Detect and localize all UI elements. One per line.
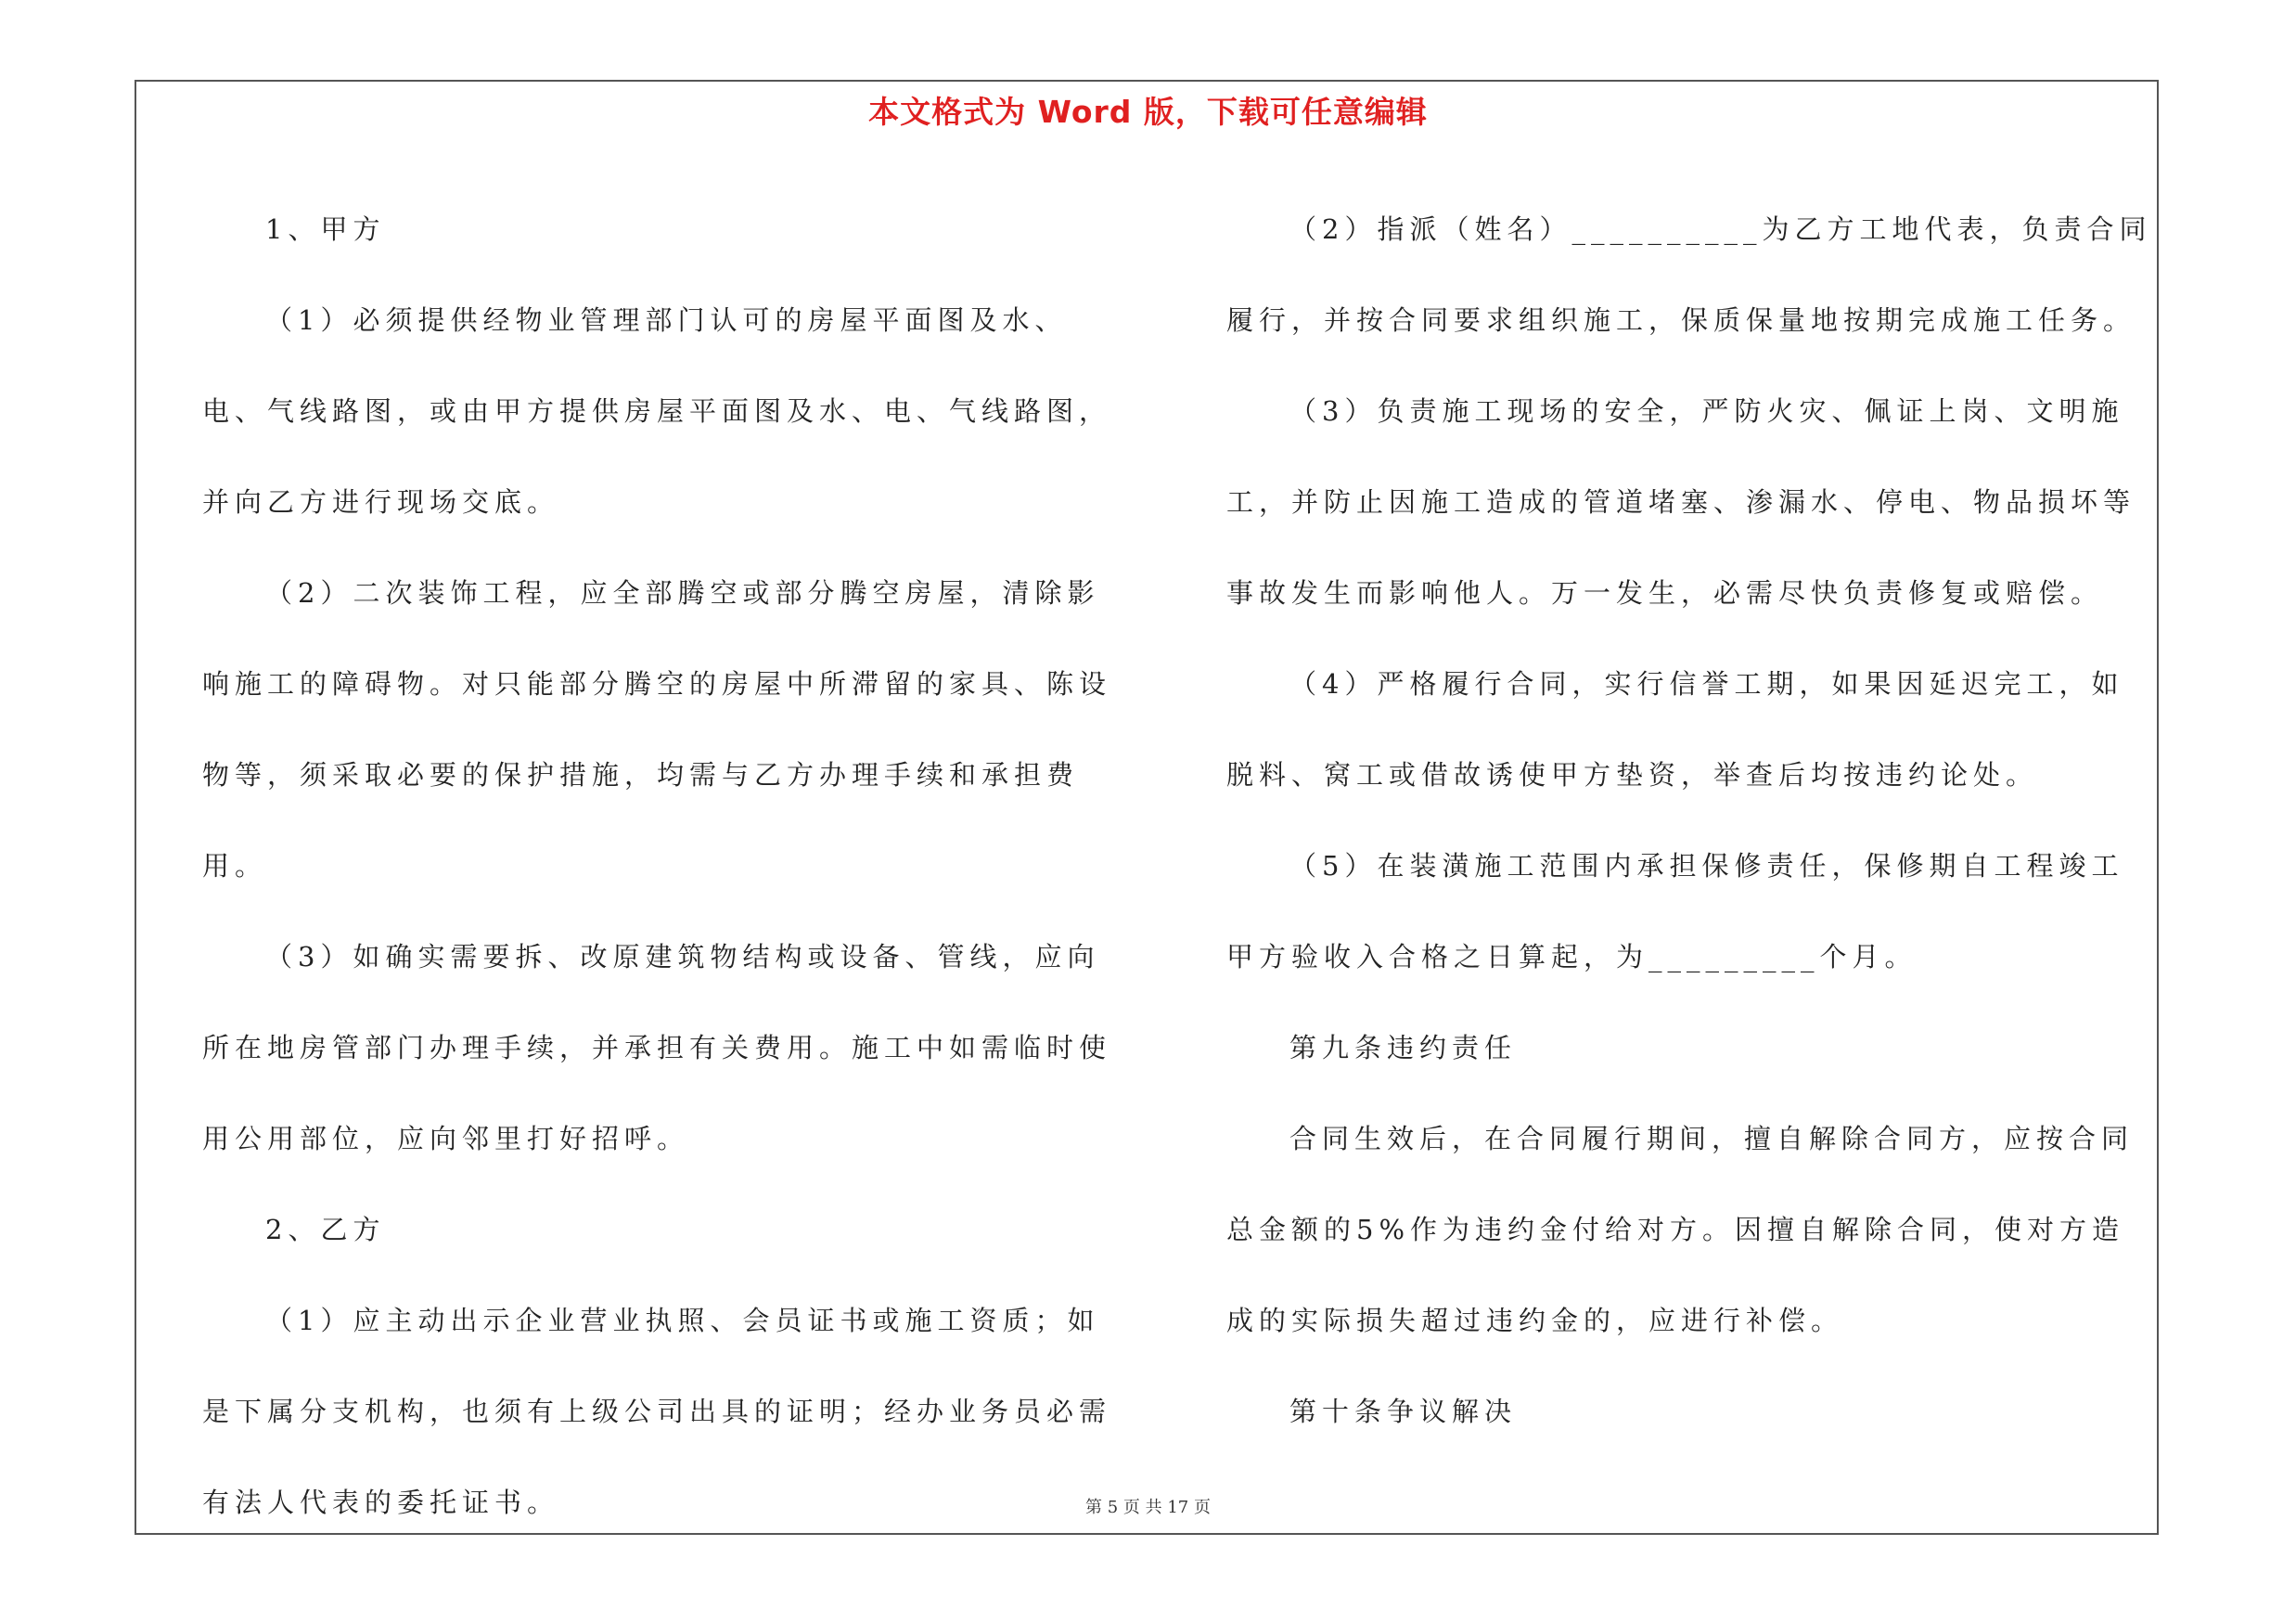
party-b-clause-5: （5）在装潢施工范围内承担保修责任，保修期自工程竣工甲方验收入合格之日算起，为_________个月。 — [1226, 850, 2124, 973]
article-10-heading: 第十条争议解决 — [1289, 1396, 1518, 1427]
party-b-clause-1: （1）应主动出示企业营业执照、会员证书或施工资质；如是下属分支机构，也须有上级公司出具的证明；经办业务员必需有法人代表的委托证书。 — [202, 1305, 1112, 1518]
party-b-clause-4: （4）严格履行合同，实行信誉工期，如果因延迟完工，如脱料、窝工或借故诱使甲方垫资，举查后均按违约论处。 — [1226, 668, 2124, 791]
party-a-clause-2: （2）二次装饰工程，应全部腾空或部分腾空房屋，清除影响施工的障碍物。对只能部分腾空的房屋中所滞留的家具、陈设物等，须采取必要的保护措施，均需与乙方办理手续和承担费用。 — [202, 577, 1112, 882]
right-column — [1226, 184, 2154, 1457]
party-b-clause-2: （2）指派（姓名）__________为乙方工地代表，负责合同履行，并按合同要求组织施工，保质保量地按期完成施工任务。 — [1226, 213, 2152, 336]
page-number: 第 5 页 共 17 页 — [1085, 1498, 1211, 1517]
party-b-clause-3: （3）负责施工现场的安全，严防火灾、佩证上岗、文明施工，并防止因施工造成的管道堵塞、渗漏水、停电、物品损坏等事故发生而影响他人。万一发生，必需尽快负责修复或赔偿。 — [1226, 395, 2136, 609]
left-column — [202, 184, 1130, 1548]
party-a-clause-1: （1）必须提供经物业管理部门认可的房屋平面图及水、电、气线路图，或由甲方提供房屋平面图及水、电、气线路图，并向乙方进行现场交底。 — [202, 304, 1112, 518]
party-a-clause-3: （3）如确实需要拆、改原建筑物结构或设备、管线，应向所在地房管部门办理手续，并承担有关费用。施工中如需临时使用公用部位，应向邻里打好招呼。 — [202, 941, 1112, 1154]
section-party-a-heading: 1、甲方 — [265, 213, 386, 245]
article-9-heading: 第九条违约责任 — [1289, 1032, 1518, 1063]
section-party-b-heading: 2、乙方 — [265, 1214, 386, 1245]
article-9-text: 合同生效后，在合同履行期间，擅自解除合同方，应按合同总金额的5%作为违约金付给对方。因擅自解除合同，使对方造成的实际损失超过违约金的，应进行补偿。 — [1226, 1123, 2135, 1336]
format-banner: 本文格式为 Word 版，下载可任意编辑 — [868, 94, 1428, 130]
